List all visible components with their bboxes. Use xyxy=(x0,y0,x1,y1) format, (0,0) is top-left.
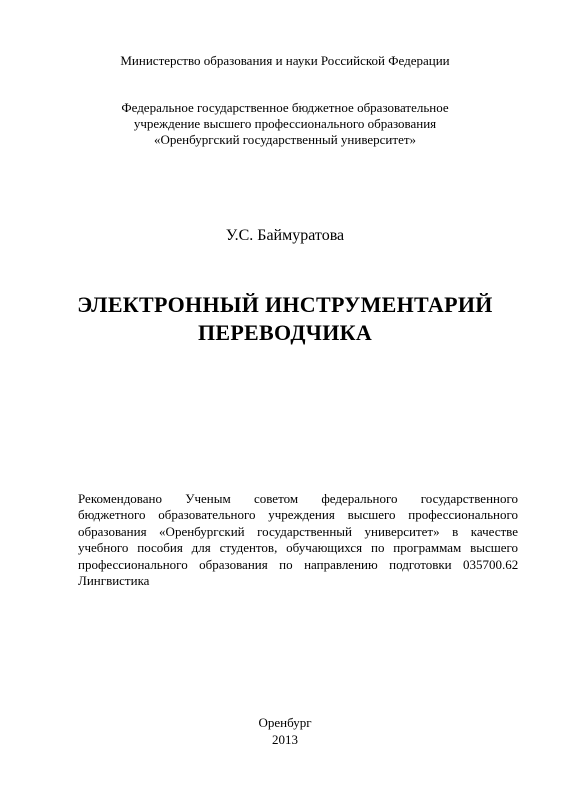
recommendation-text xyxy=(78,491,518,589)
institution-line: Федеральное государственное бюджетное образовательное xyxy=(121,100,449,115)
ministry-name: Министерство образования и науки Российской Федерации xyxy=(120,53,450,68)
institution-line: «Оренбургский государственный университет» xyxy=(153,132,417,147)
book-title xyxy=(0,291,570,347)
author-name: У.С. Баймуратова xyxy=(225,227,345,244)
recommendation-line: образования «Оренбургский государственный университет» в качестве xyxy=(78,523,518,539)
title-line: ЭЛЕКТРОННЫЙ ИНСТРУМЕНТАРИЙ xyxy=(77,292,493,317)
publication-year: 2013 xyxy=(272,732,298,747)
recommendation-line: Рекомендовано Ученым советом федерального государственного xyxy=(78,491,518,506)
institution-line: учреждение высшего профессионального образования xyxy=(133,116,437,131)
title-line: ПЕРЕВОДЧИКА xyxy=(197,320,373,345)
recommendation-line: бюджетного образовательного учреждения высшего профессионального xyxy=(78,507,518,523)
recommendation-line: профессионального образования по направлению подготовки 035700.62 xyxy=(78,556,519,572)
publication-city: Оренбург xyxy=(258,715,312,730)
recommendation-line: Лингвистика xyxy=(78,573,150,589)
institution-name xyxy=(0,100,570,148)
recommendation-line: учебного пособия для студентов, обучающихся по программам высшего xyxy=(78,540,518,556)
